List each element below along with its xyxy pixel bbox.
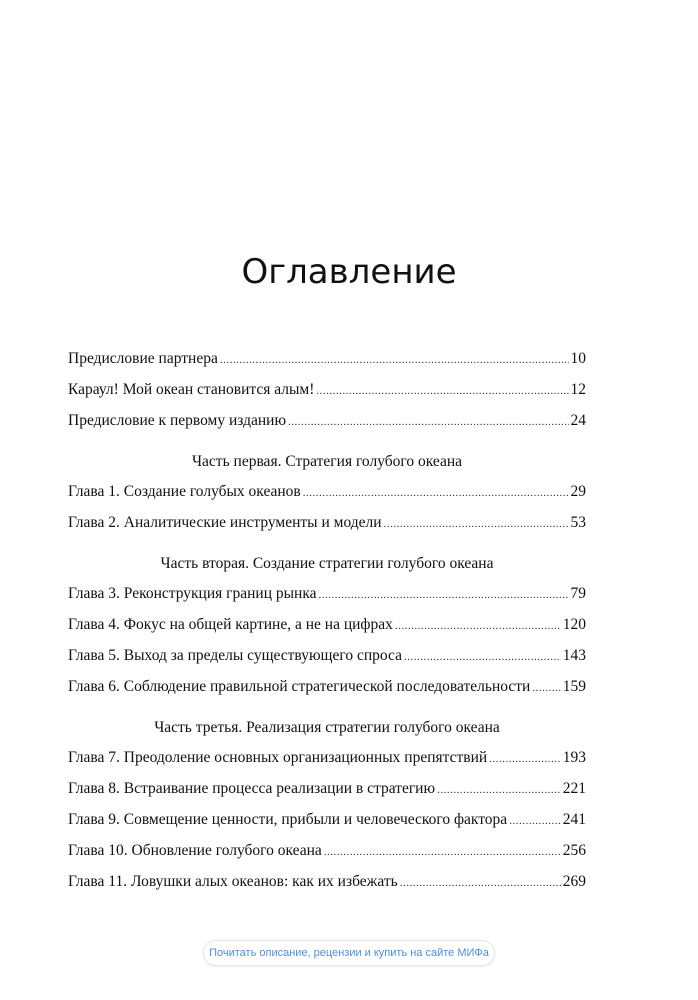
toc-entry-chapter-4 bbox=[68, 614, 586, 645]
toc-entry-page: 159 bbox=[562, 678, 586, 695]
dot-leader bbox=[489, 747, 561, 770]
toc-entry-label: Глава 3. Реконструкция границ рынка bbox=[68, 585, 317, 602]
part-heading-2: Часть вторая. Создание стратегии голубого океана bbox=[160, 555, 494, 572]
toc-entry-page: 24 bbox=[570, 412, 586, 429]
toc-entry-page: 10 bbox=[570, 350, 586, 367]
toc-entry-page: 79 bbox=[570, 585, 586, 602]
page-title: Оглавление bbox=[241, 252, 457, 292]
toc-entry-page: 120 bbox=[562, 616, 586, 633]
dot-leader bbox=[316, 379, 568, 402]
dot-leader bbox=[400, 871, 561, 894]
toc-entry-page: 53 bbox=[570, 514, 586, 531]
toc-entry-label: Глава 10. Обновление голубого океана bbox=[68, 842, 322, 859]
toc-entry-page: 221 bbox=[562, 780, 586, 797]
dot-leader bbox=[437, 778, 561, 801]
toc-entry-label: Глава 9. Совмещение ценности, прибыли и человеческого фактора bbox=[68, 811, 508, 828]
toc-entry-page: 269 bbox=[562, 873, 586, 890]
dot-leader bbox=[220, 348, 569, 371]
buy-on-mif-link[interactable]: Почитать описание, рецензии и купить на сайте МИФа bbox=[203, 940, 495, 966]
toc-entry-label: Глава 2. Аналитические инструменты и модели bbox=[68, 514, 382, 531]
toc-entry-chapter-5 bbox=[68, 645, 586, 676]
dot-leader bbox=[384, 512, 569, 535]
dot-leader bbox=[288, 410, 568, 433]
toc-entry-chapter-10 bbox=[68, 840, 586, 871]
part-heading-3: Часть третья. Реализация стратегии голубого океана bbox=[154, 719, 500, 736]
toc-entry-label: Глава 4. Фокус на общей картине, а не на цифрах bbox=[68, 616, 393, 633]
toc-entry-label: Предисловие партнера bbox=[68, 350, 218, 367]
dot-leader bbox=[532, 676, 560, 699]
toc-entry-page: 12 bbox=[570, 381, 586, 398]
dot-leader bbox=[395, 614, 561, 637]
toc-entry-partner-preface bbox=[68, 348, 586, 379]
dot-leader bbox=[303, 481, 569, 504]
table-of-contents bbox=[68, 348, 586, 902]
toc-entry-label: Глава 6. Соблюдение правильной стратегической последовательности bbox=[68, 678, 531, 695]
dot-leader bbox=[319, 583, 569, 606]
dot-leader bbox=[404, 645, 561, 668]
toc-entry-label: Глава 11. Ловушки алых океанов: как их избежать bbox=[68, 873, 398, 890]
toc-entry-page: 256 bbox=[562, 842, 586, 859]
toc-entry-alarm bbox=[68, 379, 586, 410]
part-heading-1: Часть первая. Стратегия голубого океана bbox=[191, 453, 463, 470]
toc-entry-page: 143 bbox=[562, 647, 586, 664]
toc-entry-label: Глава 5. Выход за пределы существующего спроса bbox=[68, 647, 402, 664]
toc-entry-chapter-6 bbox=[68, 676, 586, 707]
dot-leader bbox=[324, 840, 561, 863]
toc-entry-label: Караул! Мой океан становится алым! bbox=[68, 381, 315, 398]
toc-entry-page: 241 bbox=[562, 811, 586, 828]
toc-entry-chapter-11 bbox=[68, 871, 586, 902]
toc-entry-chapter-7 bbox=[68, 747, 586, 778]
toc-entry-label: Глава 1. Создание голубых океанов bbox=[68, 483, 301, 500]
toc-entry-label: Глава 8. Встраивание процесса реализации в стратегию bbox=[68, 780, 436, 797]
toc-entry-label: Предисловие к первому изданию bbox=[68, 412, 287, 429]
toc-entry-page: 193 bbox=[562, 749, 586, 766]
toc-entry-chapter-1 bbox=[68, 481, 586, 512]
toc-entry-chapter-9 bbox=[68, 809, 586, 840]
toc-entry-page: 29 bbox=[570, 483, 586, 500]
toc-entry-chapter-8 bbox=[68, 778, 586, 809]
dot-leader bbox=[509, 809, 561, 832]
toc-entry-chapter-2 bbox=[68, 512, 586, 543]
toc-entry-chapter-3 bbox=[68, 583, 586, 614]
toc-entry-first-edition-preface bbox=[68, 410, 586, 441]
toc-entry-label: Глава 7. Преодоление основных организационных препятствий bbox=[68, 749, 488, 766]
